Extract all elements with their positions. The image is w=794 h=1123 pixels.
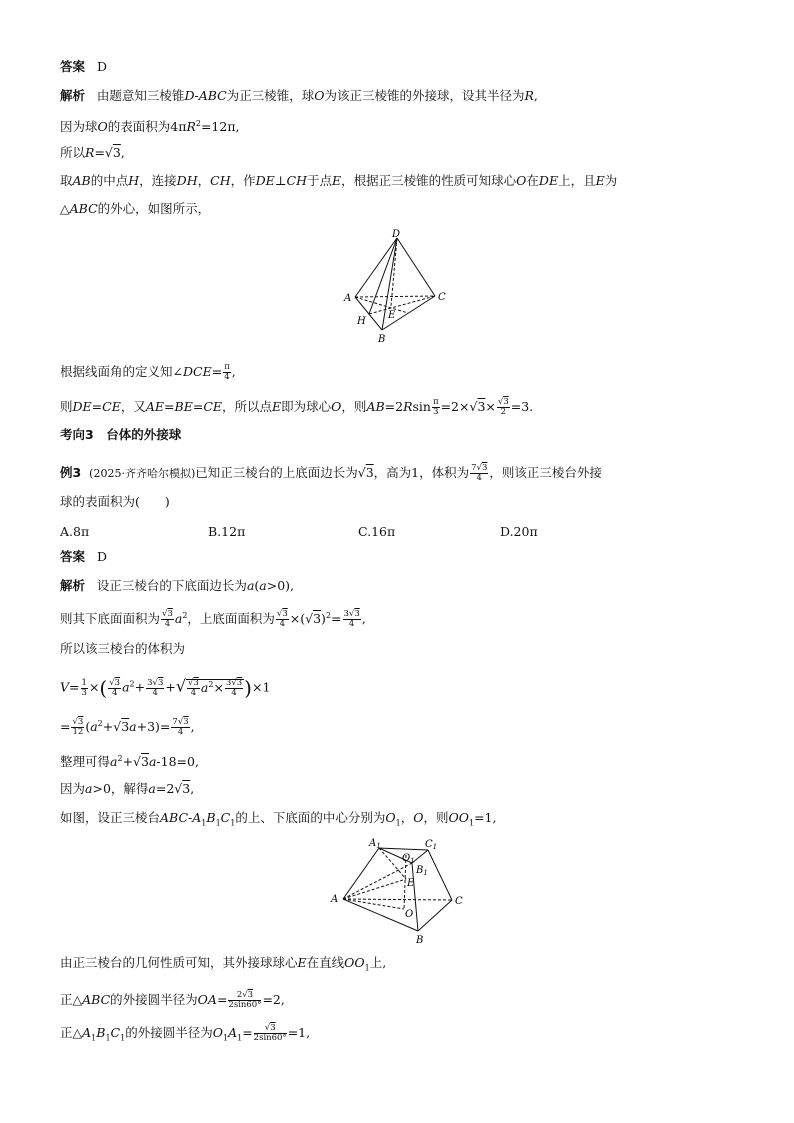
fig1-label-b: B xyxy=(378,334,386,345)
answer-label-2: 答案 xyxy=(60,549,86,564)
fig2-label-e: E xyxy=(407,878,415,889)
analysis2-line-8: 如图，设正三棱台ABC-$A_1B_1C_1$的上、下底面的中心分别为$O_1$，O，则$OO_1=1$, xyxy=(60,810,497,828)
fig2-label-a: A xyxy=(331,894,339,905)
fig1-label-d: D xyxy=(392,229,401,240)
fig1-label-h: H xyxy=(357,316,366,327)
fig1-label-a: A xyxy=(344,293,352,304)
fig2-label-c1: $C_1$ xyxy=(425,839,438,851)
fig2-label-c: C xyxy=(455,896,463,907)
analysis1-line-3: 所以R=√3, xyxy=(60,145,125,160)
answer-value-2: D xyxy=(96,549,107,564)
analysis2-line-7: 因为a>0，解得a=2√3, xyxy=(60,781,195,796)
frustum-figure xyxy=(328,836,470,946)
example-source: (2025·齐齐哈尔模拟) xyxy=(89,466,196,480)
choice-a[interactable]: A.8π xyxy=(60,524,90,539)
choice-b[interactable]: B.12π xyxy=(208,524,246,539)
analysis1-line-6: 根据线面角的定义知∠DCE= $\frac{\pi}{4}$ , xyxy=(60,362,236,382)
choice-c[interactable]: C.16π xyxy=(358,524,396,539)
choice-d[interactable]: D.20π xyxy=(500,524,538,539)
example-line-2: 球的表面积为( ) xyxy=(60,494,170,509)
analysis1-line-1: 解析 由题意知三棱锥D-ABC为正三棱锥，球O为该正三棱锥的外接球，设其半径为R, xyxy=(60,88,538,103)
analysis2-line-1: 解析 设正三棱台的下底面边长为a(a>0), xyxy=(60,578,295,593)
analysis1-line-2: 因为球O的表面积为$4\pi R^2=12\pi$, xyxy=(60,119,240,135)
analysis2-line-4: V= $\frac{1}{3}$ ×( $\frac{√3}{4}$ $a^2+$ $\frac{3√3}{4}$ +√ $\frac{√3}{4}$ $a^2\times$ $\frac{3√3}{4}$ )×1 xyxy=(60,676,271,700)
fig2-label-a1: $A_1$ xyxy=(369,838,381,850)
example-label: 例3 xyxy=(60,464,82,480)
fig2-label-b1: $B_1$ xyxy=(416,865,428,877)
analysis2-line-9: 由正三棱台的几何性质可知，其外接球球心E在直线$OO_1$上, xyxy=(60,955,387,973)
analysis-label-2: 解析 xyxy=(60,578,86,593)
fig2-label-o1: $O_1$ xyxy=(402,853,415,865)
answer-value: D xyxy=(96,59,107,74)
analysis1-line-7: 则DE=CE，又AE=BE=CE，所以点E即为球心O，则AB=2Rsin $\frac{\pi}{3}$ =2×√3× $\frac{√3}{2}$ =3. xyxy=(60,397,534,417)
fig1-label-e: E xyxy=(388,310,396,321)
analysis2-line-10: 正△ABC的外接圆半径为OA= $\frac{2√3}{2\sin 60^\circ}$ =2, xyxy=(60,990,285,1010)
analysis1-line-4: 取AB的中点H，连接DH，CH，作DE⊥CH于点E，根据正三棱锥的性质可知球心O在DE上，且E为 xyxy=(60,173,618,188)
analysis2-line-2: 则其下底面面积为 $\frac{√3}{4}$ $a^2$，上底面面积为 $\frac{√3}{4}$ $\times(√3)^2=$ $\frac{3√3}{4}$ , xyxy=(60,609,366,629)
analysis-label: 解析 xyxy=(60,88,86,103)
analysis2-line-11: 正$\triangle A_1B_1C_1$的外接圆半径为$O_1A_1=$ $\frac{√3}{2\sin 60^\circ}$ =1, xyxy=(60,1023,311,1043)
fig2-label-o: O xyxy=(405,909,414,920)
answer-line-1 xyxy=(60,61,107,74)
answer-line-2 xyxy=(60,551,107,564)
answer-label: 答案 xyxy=(60,59,86,74)
analysis1-line-5: △ABC的外心，如图所示， xyxy=(60,201,211,216)
analysis2-line-3: 所以该三棱台的体积为 xyxy=(60,641,186,656)
pyramid-figure xyxy=(336,225,460,347)
fig1-label-c: C xyxy=(438,292,446,303)
fig2-label-b: B xyxy=(416,935,424,946)
analysis2-line-5: = $\frac{√3}{12}$ $(a^2+√3a+3)=$ $\frac{7√3}{4}$ , xyxy=(60,717,195,737)
analysis2-line-6: 整理可得$a^2+√3a-18=0$, xyxy=(60,754,199,770)
section-title: 考向3 台体的外接球 xyxy=(60,427,182,442)
example-line-1: 例3 (2025·齐齐哈尔模拟)已知正三棱台的上底面边长为√3，高为1，体积为 $\frac{7√3}{4}$ ，则该正三棱台外接 xyxy=(60,463,602,483)
